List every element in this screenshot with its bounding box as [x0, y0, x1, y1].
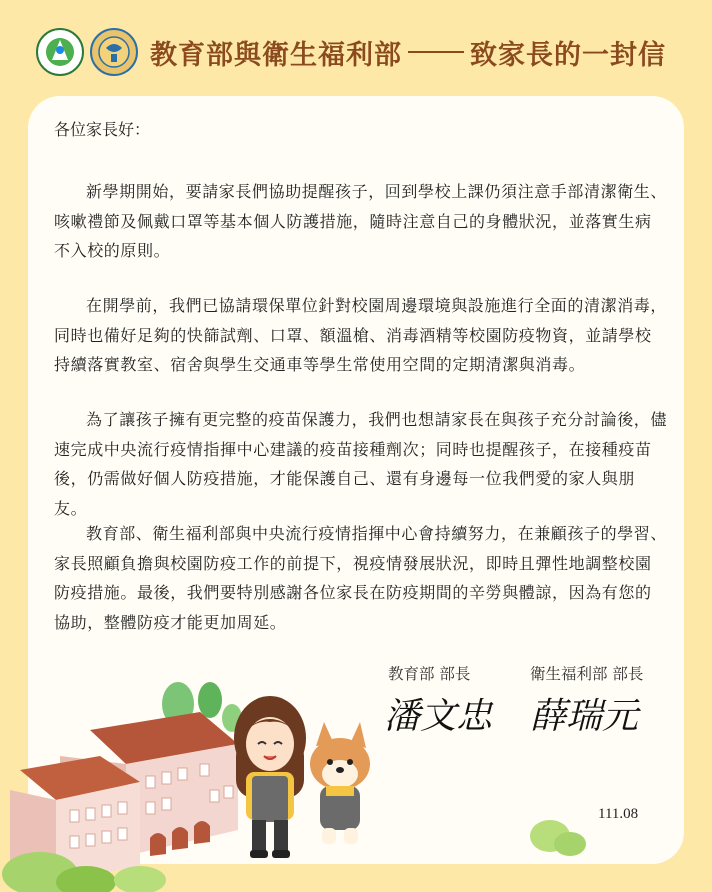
letter-paragraph-2: 在開學前，我們已協請環保單位針對校園周邊環境與設施進行全面的清潔消毒，同時也備好足夠的快篩試劑、口罩、額溫槍、消毒酒精等校園防疫物資，並請學校持續落實教室、宿舍與學生交通車等學生常使用空間的定期清潔與消毒。: [54, 296, 668, 374]
moe-seal-logo: [36, 28, 84, 76]
title-right: 致家長的一封信: [470, 39, 666, 71]
letter-paragraph-3: 為了讓孩子擁有更完整的疫苗保護力，我們也想請家長在與孩子充分討論後，儘速完成中央流行疫情指揮中心建議的疫苗接種劑次；同時也提醒孩子，在接種疫苗後，仍需做好個人防疫措施，才能保護自己、還有身邊每一位我們愛的家人與朋友。: [54, 410, 668, 518]
mohw-seal-logo: [90, 28, 138, 76]
shiba-dog-icon: [310, 722, 370, 844]
title-left: 教育部與衛生福利部: [150, 39, 402, 71]
letter-header: [0, 0, 712, 100]
signature-mohw-minister: 薛瑞元: [530, 696, 639, 737]
girl-character-icon: [234, 696, 306, 858]
letter-paragraph-1: 新學期開始，要請家長們協助提醒孩子，回到學校上課仍須注意手部清潔衛生、咳嗽禮節及佩戴口罩等基本個人防護措施，隨時注意自己的身體狀況，並落實生病不入校的原則。: [54, 182, 668, 260]
letter-greeting: 各位家長好：: [54, 120, 151, 139]
school-illustration: [0, 660, 400, 892]
title-dash: [408, 51, 464, 53]
page-title: [150, 30, 666, 74]
letter-date: 111.08: [598, 806, 639, 822]
signature-moe-minister: 潘文忠: [384, 696, 493, 737]
signature-title-mohw: 衛生福利部 部長: [530, 665, 644, 683]
letter-paragraph-4: 教育部、衛生福利部與中央流行疫情指揮中心會持續努力，在兼顧孩子的學習、家長照顧負擔與校園防疫工作的前提下，視疫情發展狀況，即時且彈性地調整校園防疫措施。最後，我們要特別感謝各位家長在防疫期間的辛勞與體諒，因為有您的協助，整體防疫才能更加周延。: [54, 524, 668, 632]
bush-icon: [524, 814, 594, 864]
signature-title-moe: 教育部 部長: [388, 665, 471, 683]
